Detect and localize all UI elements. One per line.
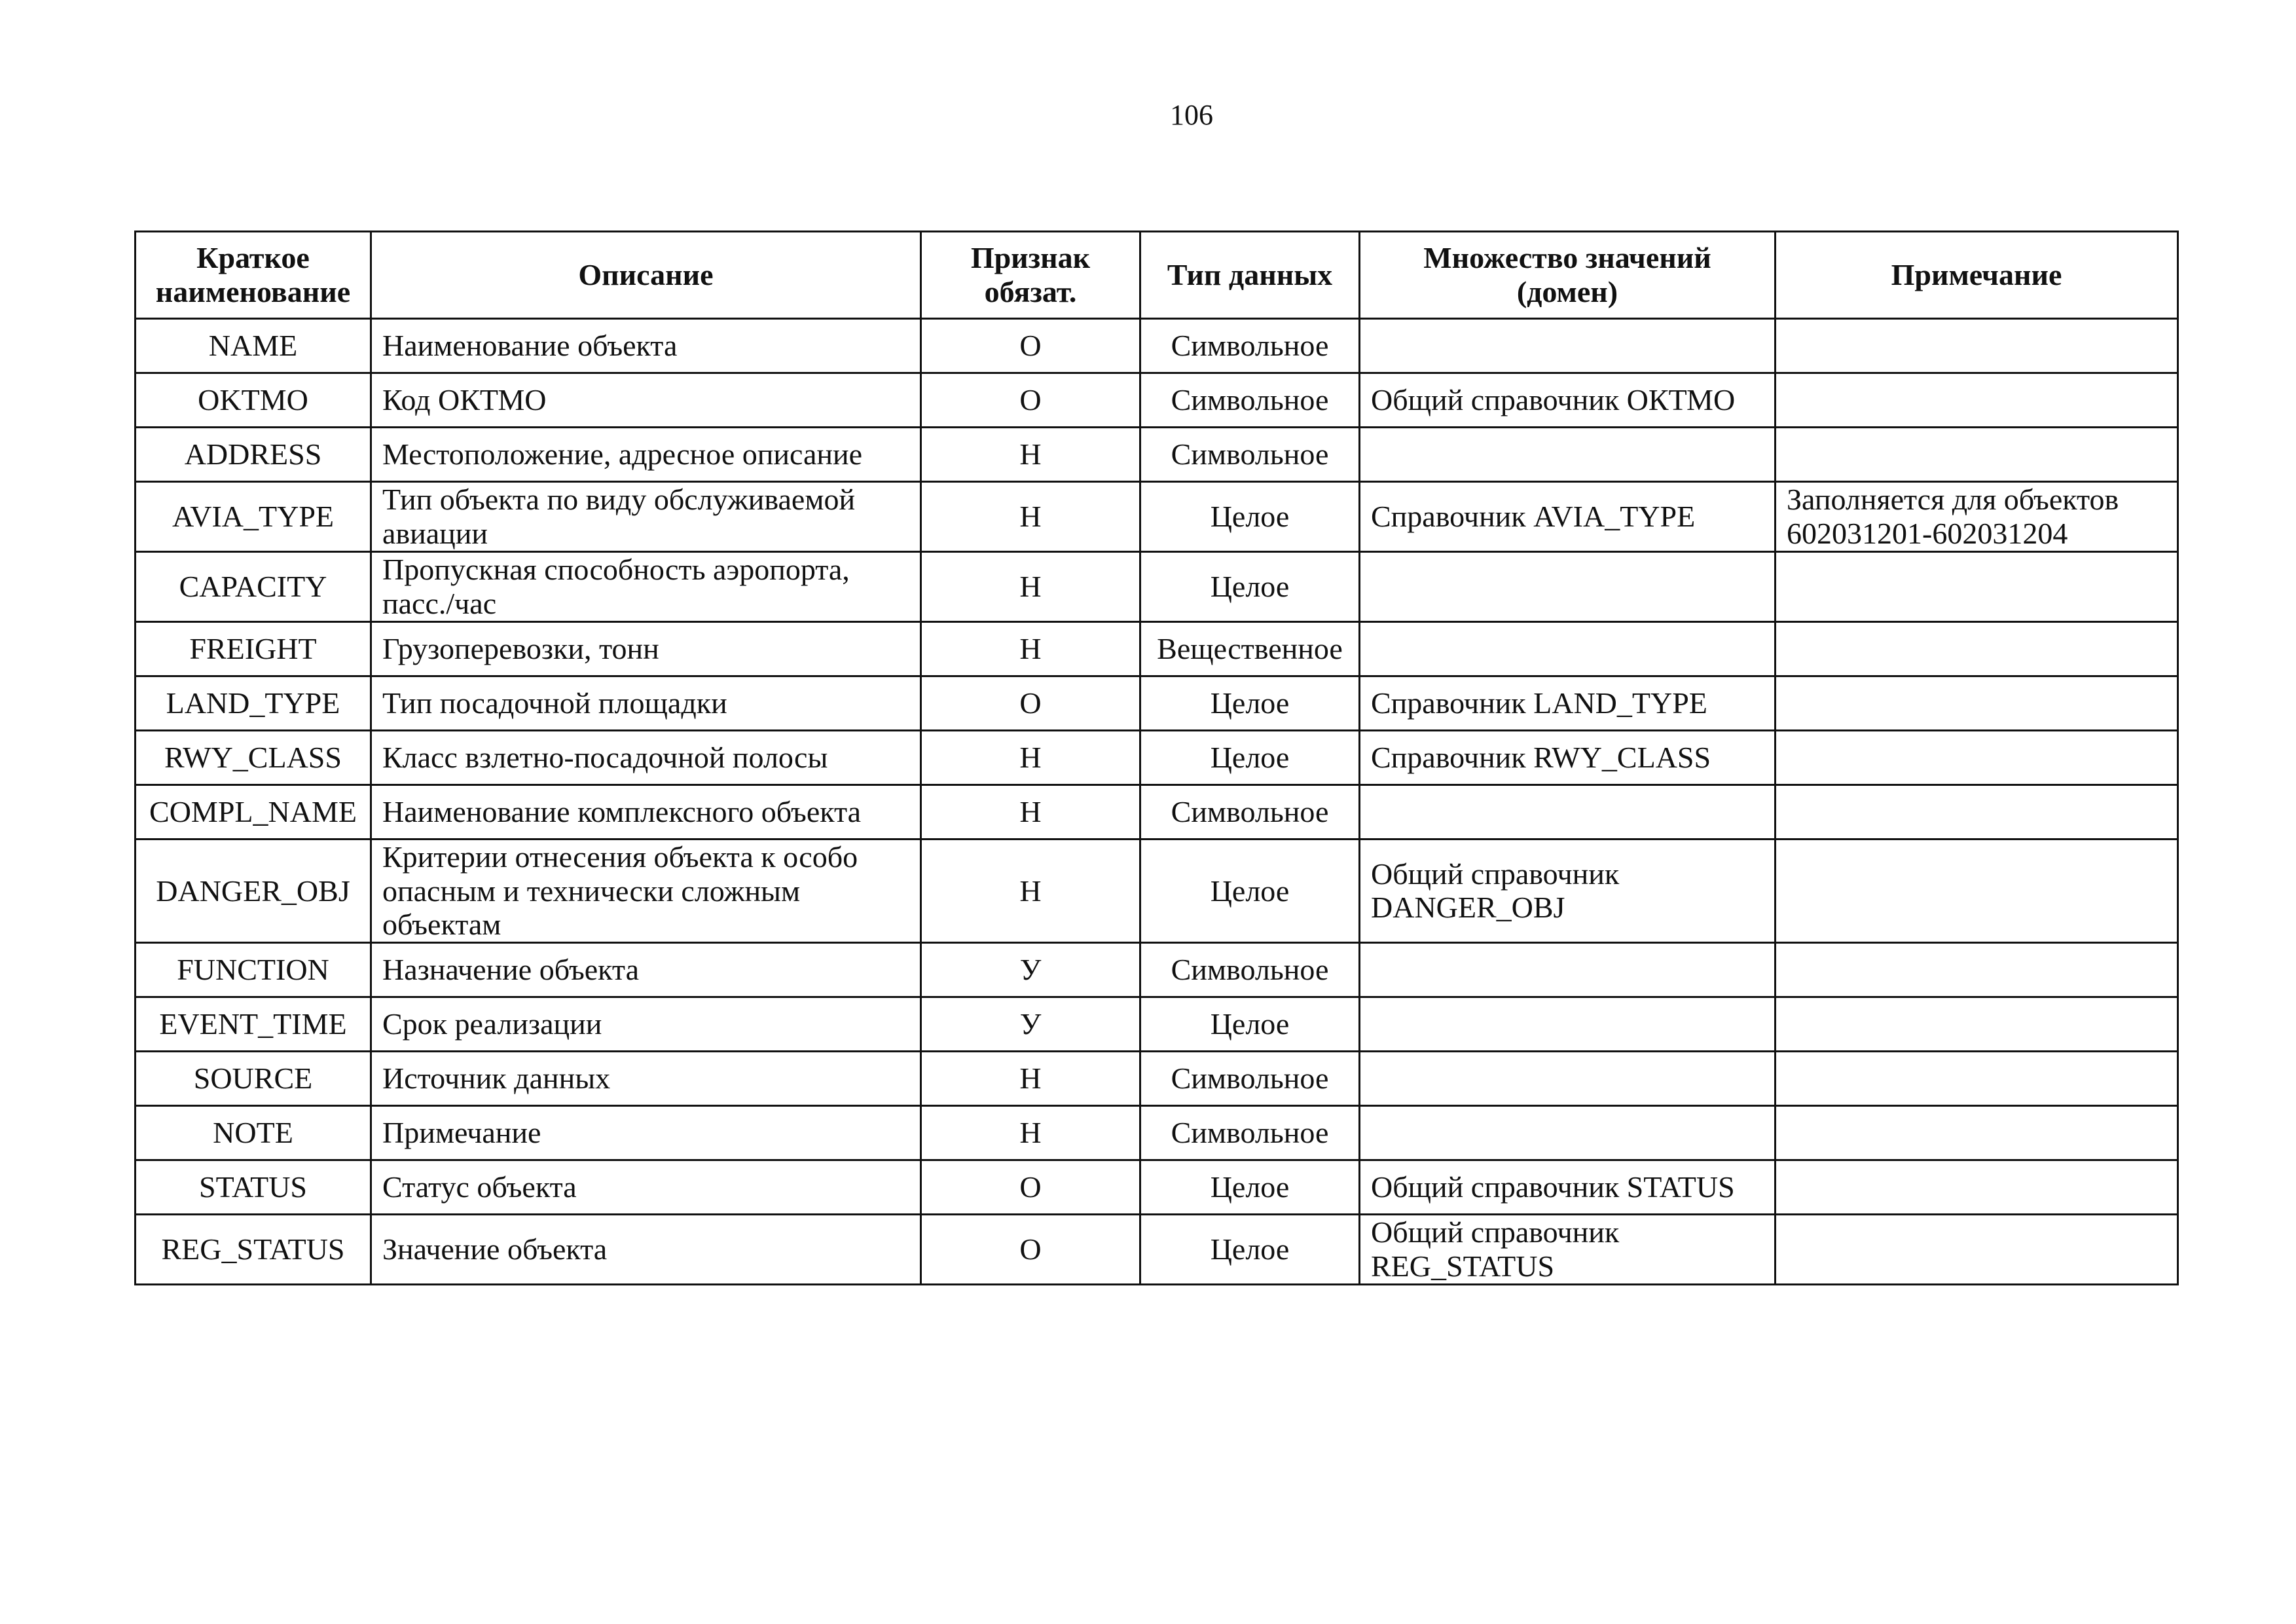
cell-domain [1360,1105,1776,1160]
cell-domain: Общий справочник DANGER_OBJ [1360,840,1776,943]
cell-code: FUNCTION [136,942,371,997]
cell-code: RWY_CLASS [136,731,371,785]
cell-description: Критерии отнесения объекта к особо опасным и технически сложным объектам [371,840,921,943]
cell-description: Примечание [371,1105,921,1160]
cell-data-type: Целое [1140,997,1360,1051]
table-row [136,1160,2178,1214]
cell-description: Тип посадочной площадки [371,676,921,731]
cell-required: У [921,997,1140,1051]
cell-code: DANGER_OBJ [136,840,371,943]
cell-description: Код ОКТМО [371,373,921,428]
table-header-row [136,232,2178,319]
cell-note [1776,319,2178,373]
cell-code: SOURCE [136,1051,371,1105]
attribute-table [134,231,2179,1285]
cell-description: Класс взлетно-посадочной полосы [371,731,921,785]
header-data-type: Тип данных [1140,232,1360,319]
cell-required: Н [921,622,1140,676]
cell-data-type: Вещественное [1140,622,1360,676]
cell-description: Источник данных [371,1051,921,1105]
cell-code: ADDRESS [136,428,371,482]
cell-description: Наименование объекта [371,319,921,373]
cell-data-type: Символьное [1140,373,1360,428]
cell-required: О [921,676,1140,731]
cell-note [1776,552,2178,622]
cell-data-type: Символьное [1140,785,1360,840]
cell-domain [1360,1051,1776,1105]
cell-data-type: Целое [1140,552,1360,622]
cell-domain [1360,622,1776,676]
cell-data-type: Целое [1140,1160,1360,1214]
cell-required: Н [921,785,1140,840]
cell-code: REG_STATUS [136,1214,371,1284]
table-row [136,942,2178,997]
cell-domain: Общий справочник STATUS [1360,1160,1776,1214]
cell-data-type: Целое [1140,731,1360,785]
cell-data-type: Символьное [1140,1105,1360,1160]
table-row [136,319,2178,373]
cell-code: EVENT_TIME [136,997,371,1051]
cell-note [1776,676,2178,731]
header-domain: Множество значений (домен) [1360,232,1776,319]
cell-description: Грузоперевозки, тонн [371,622,921,676]
cell-data-type: Целое [1140,676,1360,731]
cell-data-type: Символьное [1140,319,1360,373]
cell-data-type: Символьное [1140,1051,1360,1105]
cell-required: Н [921,1105,1140,1160]
cell-domain: Справочник LAND_TYPE [1360,676,1776,731]
cell-note [1776,731,2178,785]
cell-domain: Справочник RWY_CLASS [1360,731,1776,785]
cell-note [1776,1214,2178,1284]
table-row [136,731,2178,785]
cell-note: Заполняется для объектов 602031201-602031204 [1776,482,2178,552]
cell-code: OKTMO [136,373,371,428]
table-row [136,622,2178,676]
table-row [136,785,2178,840]
cell-note [1776,1160,2178,1214]
header-code: Краткое наименование [136,232,371,319]
cell-note [1776,373,2178,428]
cell-domain [1360,428,1776,482]
table-row [136,482,2178,552]
cell-description: Пропускная способность аэропорта, пасс./час [371,552,921,622]
cell-required: О [921,373,1140,428]
cell-note [1776,622,2178,676]
cell-note [1776,942,2178,997]
cell-note [1776,428,2178,482]
cell-description: Назначение объекта [371,942,921,997]
table-row [136,840,2178,943]
cell-data-type: Целое [1140,482,1360,552]
cell-domain: Справочник AVIA_TYPE [1360,482,1776,552]
table-row [136,373,2178,428]
cell-note [1776,1105,2178,1160]
table-row [136,1214,2178,1284]
table-row [136,428,2178,482]
cell-description: Срок реализации [371,997,921,1051]
cell-description: Значение объекта [371,1214,921,1284]
header-required: Признак обязат. [921,232,1140,319]
cell-required: О [921,1214,1140,1284]
cell-required: О [921,319,1140,373]
cell-code: CAPACITY [136,552,371,622]
cell-code: LAND_TYPE [136,676,371,731]
header-note: Примечание [1776,232,2178,319]
cell-description: Тип объекта по виду обслуживаемой авиации [371,482,921,552]
cell-description: Наименование комплексного объекта [371,785,921,840]
cell-code: NOTE [136,1105,371,1160]
cell-domain [1360,319,1776,373]
cell-code: FREIGHT [136,622,371,676]
cell-description: Местоположение, адресное описание [371,428,921,482]
cell-code: COMPL_NAME [136,785,371,840]
cell-required: У [921,942,1140,997]
table-row [136,676,2178,731]
cell-note [1776,997,2178,1051]
cell-domain [1360,997,1776,1051]
cell-domain: Общий справочник ОКТМО [1360,373,1776,428]
cell-domain [1360,785,1776,840]
header-description: Описание [371,232,921,319]
table-row [136,1051,2178,1105]
cell-note [1776,840,2178,943]
cell-code: NAME [136,319,371,373]
cell-data-type: Символьное [1140,428,1360,482]
cell-description: Статус объекта [371,1160,921,1214]
cell-required: Н [921,731,1140,785]
cell-domain [1360,942,1776,997]
cell-required: О [921,1160,1140,1214]
table-row [136,552,2178,622]
cell-required: Н [921,552,1140,622]
page-number: 106 [1170,99,1213,131]
cell-data-type: Символьное [1140,942,1360,997]
table-row [136,997,2178,1051]
table-row [136,1105,2178,1160]
cell-note [1776,1051,2178,1105]
cell-data-type: Целое [1140,1214,1360,1284]
cell-note [1776,785,2178,840]
cell-required: Н [921,482,1140,552]
cell-data-type: Целое [1140,840,1360,943]
cell-code: AVIA_TYPE [136,482,371,552]
cell-required: Н [921,1051,1140,1105]
cell-code: STATUS [136,1160,371,1214]
cell-required: Н [921,428,1140,482]
cell-domain: Общий справочник REG_STATUS [1360,1214,1776,1284]
cell-required: Н [921,840,1140,943]
cell-domain [1360,552,1776,622]
